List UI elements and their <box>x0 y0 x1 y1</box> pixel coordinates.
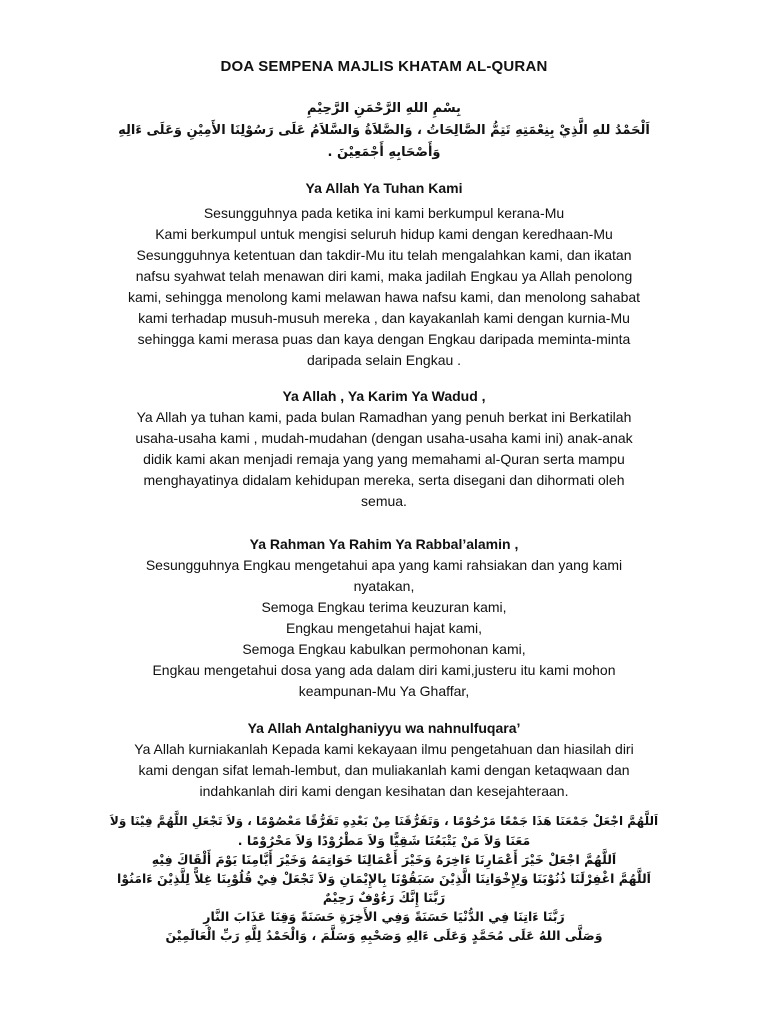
arabic-line: رَبَّنَا إِنَّكَ رَءُوْفٌ رَحِيْمٌ <box>322 890 446 905</box>
section-ya-rahman-ya-rahim <box>110 534 658 702</box>
text-line: Sesungguhnya ketentuan dan takdir-Mu itu telah mengalahkan kami, dan ikatan <box>136 247 632 263</box>
section-antalghaniyyu <box>110 718 658 802</box>
text-line: semua. <box>361 493 407 509</box>
arabic-opening <box>110 98 658 164</box>
text-line: Semoga Engkau kabulkan permohonan kami, <box>242 641 526 657</box>
arabic-line: مَعَنَا وَلاَ مَنْ يَتْبَعُنَا شَقِيًّا وَلاَ مَطْرُوْدًا وَلاَ مَحْرُوْمًا . <box>237 833 531 848</box>
text-line: Semoga Engkau terima keuzuran kami, <box>261 599 507 615</box>
section-heading: Ya Allah , Ya Karim Ya Wadud , <box>282 388 486 404</box>
text-line: usaha-usaha kami , mudah-mudahan (dengan usaha-usaha kami ini) anak-anak <box>135 430 633 446</box>
arabic-line: وَأَصْحَابِهِ أَجْمَعِيْنَ . <box>327 145 441 160</box>
text-line: Ya Allah kurniakanlah Kepada kami kekayaan ilmu pengetahuan dan hiasilah diri <box>134 741 634 757</box>
text-line: sehingga kami merasa puas dan kaya dengan Engkau daripada meminta-minta <box>137 331 631 347</box>
document-title: DOA SEMPENA MAJLIS KHATAM AL-QURAN <box>220 58 548 75</box>
text-line: nyatakan, <box>353 578 415 594</box>
text-line: Sesungguhnya Engkau mengetahui apa yang kami rahsiakan dan yang kami <box>145 557 623 573</box>
text-line: kami, sehingga menolong kami melawan hawa nafsu kami, dan menolong sahabat <box>127 289 641 305</box>
arabic-line: اَلْحَمْدُ للهِ الَّذِيْ بِنِعْمَتِهِ تَتِمُّ الصَّالِحَاتُ ، وَالصَّلاَةُ وَالسَّلاَمُ عَلَى رَسُوْلِنَا الأَمِيْنِ وَعَلَى ءَالِهِ <box>118 123 650 138</box>
text-line: Engkau mengetahui dosa yang ada dalam diri kami,justeru itu kami mohon <box>152 662 616 678</box>
arabic-line: اَللَّهُمَّ اجْعَلْ خَيْرَ أَعْمَارِنَا ءَاخِرَهُ وَخَيْرَ أَعْمَالِنَا خَوَاتِمَهُ وَخَيْرَ أَيَّامِنَا يَوْمَ أَلْقَاكَ فِيْهِ <box>151 852 617 867</box>
text-line: Sesungguhnya pada ketika ini kami berkumpul kerana-Mu <box>203 205 565 221</box>
arabic-line: رَبَّنَا ءَاتِنَا فِي الدُّنْيَا حَسَنَةً وَفِي الأَخِرَةِ حَسَنَةً وَقِنَا عَذَابَ النَّارِ <box>203 909 565 924</box>
section-ya-allah-ya-tuhan-kami <box>110 178 658 371</box>
text-line: didik kami akan menjadi remaja yang yang memahami al-Quran serta mampu <box>143 451 625 467</box>
arabic-closing <box>100 812 668 945</box>
section-heading: Ya Allah Ya Tuhan Kami <box>305 180 463 196</box>
text-line: Ya Allah ya tuhan kami, pada bulan Ramadhan yang penuh berkat ini Berkatilah <box>136 409 632 425</box>
text-line: kami terhadap musuh-musuh mereka , dan kayakanlah kami dengan kurnia-Mu <box>138 310 630 326</box>
text-line: Kami berkumpul untuk mengisi seluruh hidup kami dengan keredhaan-Mu <box>155 226 613 242</box>
text-line: Engkau mengetahui hajat kami, <box>285 620 483 636</box>
text-line: menghayatinya didalam kehidupan mereka, serta disegani dan dihormati oleh <box>143 472 625 488</box>
arabic-line: اَللَّهُمَّ اجْعَلْ جَمْعَنَا هَذَا جَمْعًا مَرْحُوْمًا ، وَتَفَرُّقَنَا مِنْ بَعْدِهِ تَفَرُّقًا مَعْصُوْمًا ، وَلاَ تَجْعَلِ اللَّهُمَّ فِيْنَا وَلاَ <box>109 814 659 828</box>
section-heading: Ya Rahman Ya Rahim Ya Rabbal’alamin , <box>249 536 519 552</box>
text-line: kami dengan sifat lemah-lembut, dan muliakanlah kami dengan ketaqwaan dan <box>138 762 630 778</box>
text-line: daripada selain Engkau . <box>306 352 462 368</box>
text-line: keampunan-Mu Ya Ghaffar, <box>298 683 470 699</box>
section-heading: Ya Allah Antalghaniyyu wa nahnulfuqara’ <box>247 720 521 736</box>
section-ya-karim-ya-wadud <box>110 386 658 512</box>
arabic-line: اَللَّهُمَّ اغْفِرْلَنَا ذُنُوْبَنَا وَلِإِخْوَانِنَا الَّذِيْنَ سَبَقُوْنَا بِالإِيْمَانِ وَلاَ تَجْعَلْ فِيْ قُلُوْبِنَا غِلاًّ لِلَّذِيْنَ ءَامَنُوْا <box>117 871 651 886</box>
text-line: indahkanlah diri kami dengan kesihatan dan kesejahteraan. <box>199 783 569 799</box>
text-line: nafsu syahwat telah menawan diri kami, maka jadilah Engkau ya Allah penolong <box>135 268 633 284</box>
arabic-line: بِسْمِ اللهِ الرَّحْمَنِ الرَّحِيْمِ <box>307 101 461 116</box>
arabic-line: وَصَلَّى اللهُ عَلَى مُحَمَّدٍ وَعَلَى ءَالِهِ وَصَحْبِهِ وَسَلَّمَ ، وَالْحَمْدُ لِلَّهِ رَبِّ الْعَالَمِيْنَ <box>165 928 603 943</box>
